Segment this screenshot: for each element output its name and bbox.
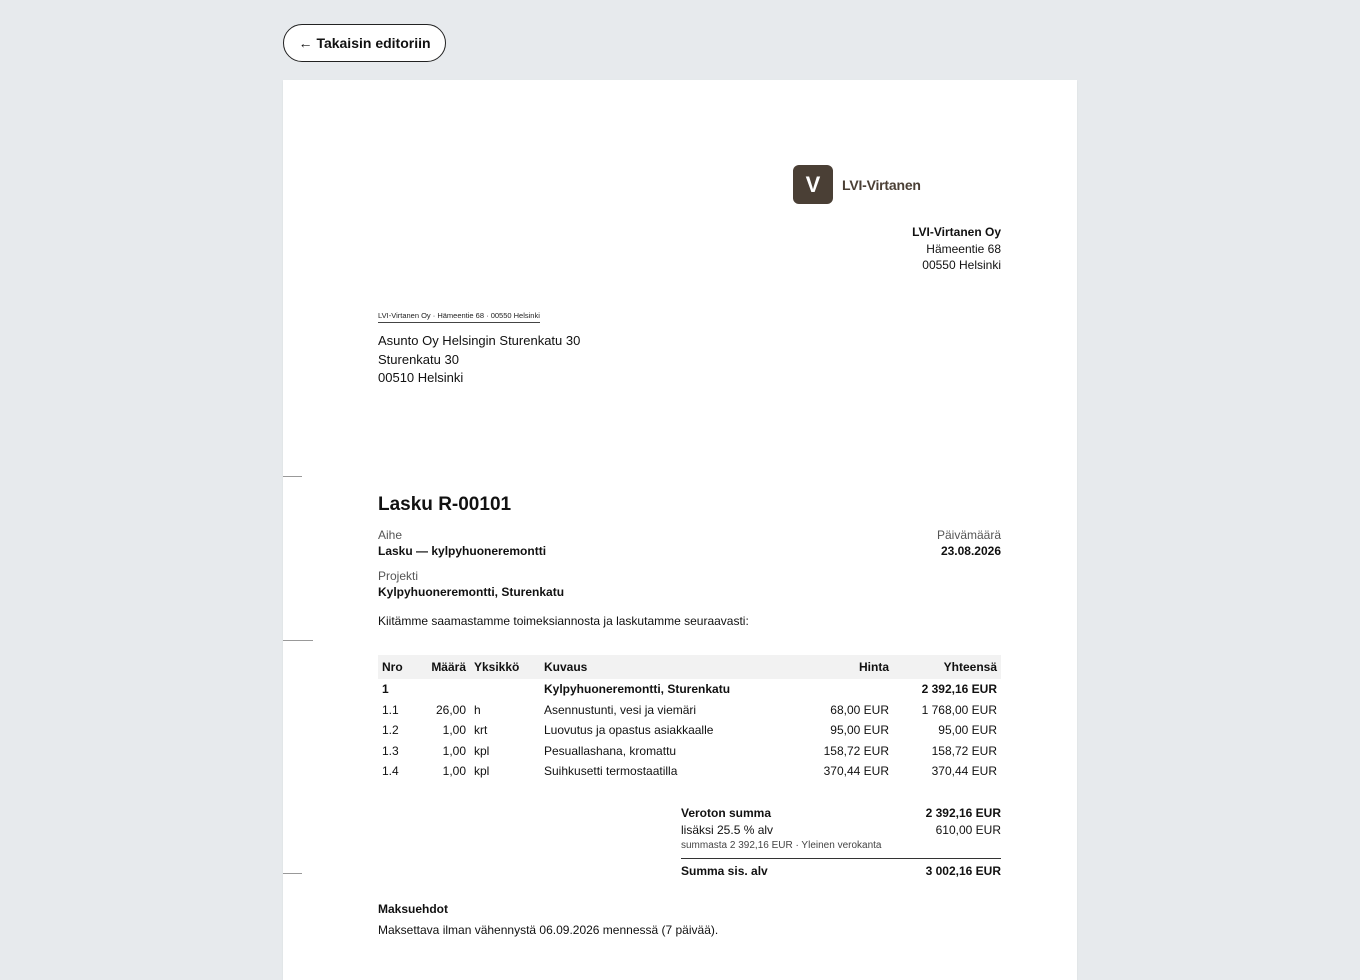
cell-desc: Pesuallashana, kromattu (544, 743, 677, 758)
header-nro: Nro (378, 655, 424, 679)
cell-total: 370,44 EUR (931, 764, 997, 779)
cell-qty: 26,00 (435, 702, 466, 717)
vat-value: 610,00 EUR (935, 823, 1001, 837)
cell-total: 1 768,00 EUR (921, 702, 997, 717)
invoice-date (937, 528, 1001, 558)
cell-price: 370,44 EUR (823, 764, 889, 779)
cell-price: 68,00 EUR (830, 702, 889, 717)
vat-row (681, 822, 1001, 839)
gross-total-label: Summa sis. alv (681, 864, 768, 878)
invoice-title: Lasku R-00101 (378, 494, 512, 515)
sender-street: Hämeentie 68 (926, 241, 1001, 256)
table-row (378, 761, 1001, 782)
net-total-value: 2 392,16 EUR (925, 806, 1001, 820)
cell-desc: Luovutus ja opastus asiakkaalle (544, 723, 714, 738)
invoice-project (378, 569, 564, 599)
cell-price: 95,00 EUR (830, 723, 889, 738)
cell-nro: 1 (382, 682, 389, 697)
cell-desc: Asennustunti, vesi ja viemäri (544, 702, 697, 717)
date-value: 23.08.2026 (940, 544, 1001, 558)
sender-name: LVI-Virtanen Oy (912, 225, 1001, 239)
return-address-line: LVI-Virtanen Oy · Hämeentie 68 · 00550 Helsinki (378, 311, 540, 323)
cell-price (805, 679, 893, 700)
company-logo (793, 165, 921, 204)
cell-qty: 1,00 (442, 764, 466, 779)
cell-qty (424, 679, 470, 700)
date-label: Päivämäärä (936, 528, 1001, 542)
net-total-row (681, 805, 1001, 822)
cell-unit: h (474, 702, 481, 717)
table-row (378, 700, 1001, 721)
header-price: Hinta (805, 655, 893, 679)
intro-text: Kiitämme saamastamme toimeksiannosta ja laskutamme seuraavasti: (378, 614, 749, 628)
cell-nro: 1.4 (382, 764, 399, 779)
subject-value: Lasku — kylpyhuoneremontti (378, 544, 547, 558)
header-desc: Kuvaus (540, 655, 805, 679)
cell-price: 158,72 EUR (823, 743, 889, 758)
cell-nro: 1.1 (382, 702, 399, 717)
vat-note: summasta 2 392,16 EUR · Yleinen verokanta (681, 840, 882, 851)
cell-desc: Suihkusetti termostaatilla (544, 764, 678, 779)
header-total: Yhteensä (893, 655, 1001, 679)
table-row (378, 741, 1001, 762)
cell-desc: Kylpyhuoneremontti, Sturenkatu (544, 682, 731, 697)
cell-unit: kpl (474, 764, 490, 779)
cell-nro: 1.2 (382, 723, 399, 738)
payment-terms-title: Maksuehdot (378, 902, 449, 916)
back-button-label: Takaisin editoriin (316, 35, 431, 51)
cell-total: 95,00 EUR (938, 723, 997, 738)
invoice-items-table (378, 655, 1001, 782)
gross-total-row (681, 858, 1001, 880)
fold-mark-middle (283, 640, 313, 641)
subject-label: Aihe (378, 528, 403, 542)
project-label: Projekti (378, 569, 419, 583)
cell-total: 158,72 EUR (931, 743, 997, 758)
recipient-name: Asunto Oy Helsingin Sturenkatu 30 (378, 333, 581, 348)
vat-label: lisäksi 25.5 % alv (681, 823, 774, 837)
payment-terms-text: Maksettava ilman vähennystä 06.09.2026 mennessä (7 päivää). (378, 923, 719, 937)
project-value: Kylpyhuoneremontti, Sturenkatu (378, 585, 565, 599)
invoice-totals (681, 805, 1001, 880)
arrow-left-icon: ← (298, 35, 313, 51)
cell-qty: 1,00 (442, 743, 466, 758)
sender-city: 00550 Helsinki (922, 258, 1001, 272)
invoice-subject (378, 528, 546, 558)
gross-total-value: 3 002,16 EUR (925, 864, 1001, 878)
net-total-label: Veroton summa (681, 806, 772, 820)
recipient-address (378, 332, 580, 388)
cell-unit: krt (474, 723, 488, 738)
cell-nro: 1.3 (382, 743, 399, 758)
logo-text: LVI-Virtanen (842, 176, 921, 193)
sender-address (912, 224, 1001, 274)
back-to-editor-button[interactable] (283, 24, 446, 62)
fold-mark-bottom (283, 873, 302, 874)
recipient-city: 00510 Helsinki (378, 370, 464, 385)
logo-mark: V (793, 165, 833, 204)
header-qty: Määrä (424, 655, 470, 679)
cell-unit: kpl (474, 743, 490, 758)
cell-qty: 1,00 (442, 723, 466, 738)
header-unit: Yksikkö (470, 655, 540, 679)
recipient-street: Sturenkatu 30 (378, 351, 459, 367)
table-row (378, 720, 1001, 741)
fold-mark-top (283, 476, 302, 477)
table-header-row (378, 655, 1001, 679)
cell-total: 2 392,16 EUR (921, 682, 997, 697)
invoice-page (283, 80, 1077, 980)
cell-unit (470, 679, 540, 700)
table-row (378, 679, 1001, 700)
